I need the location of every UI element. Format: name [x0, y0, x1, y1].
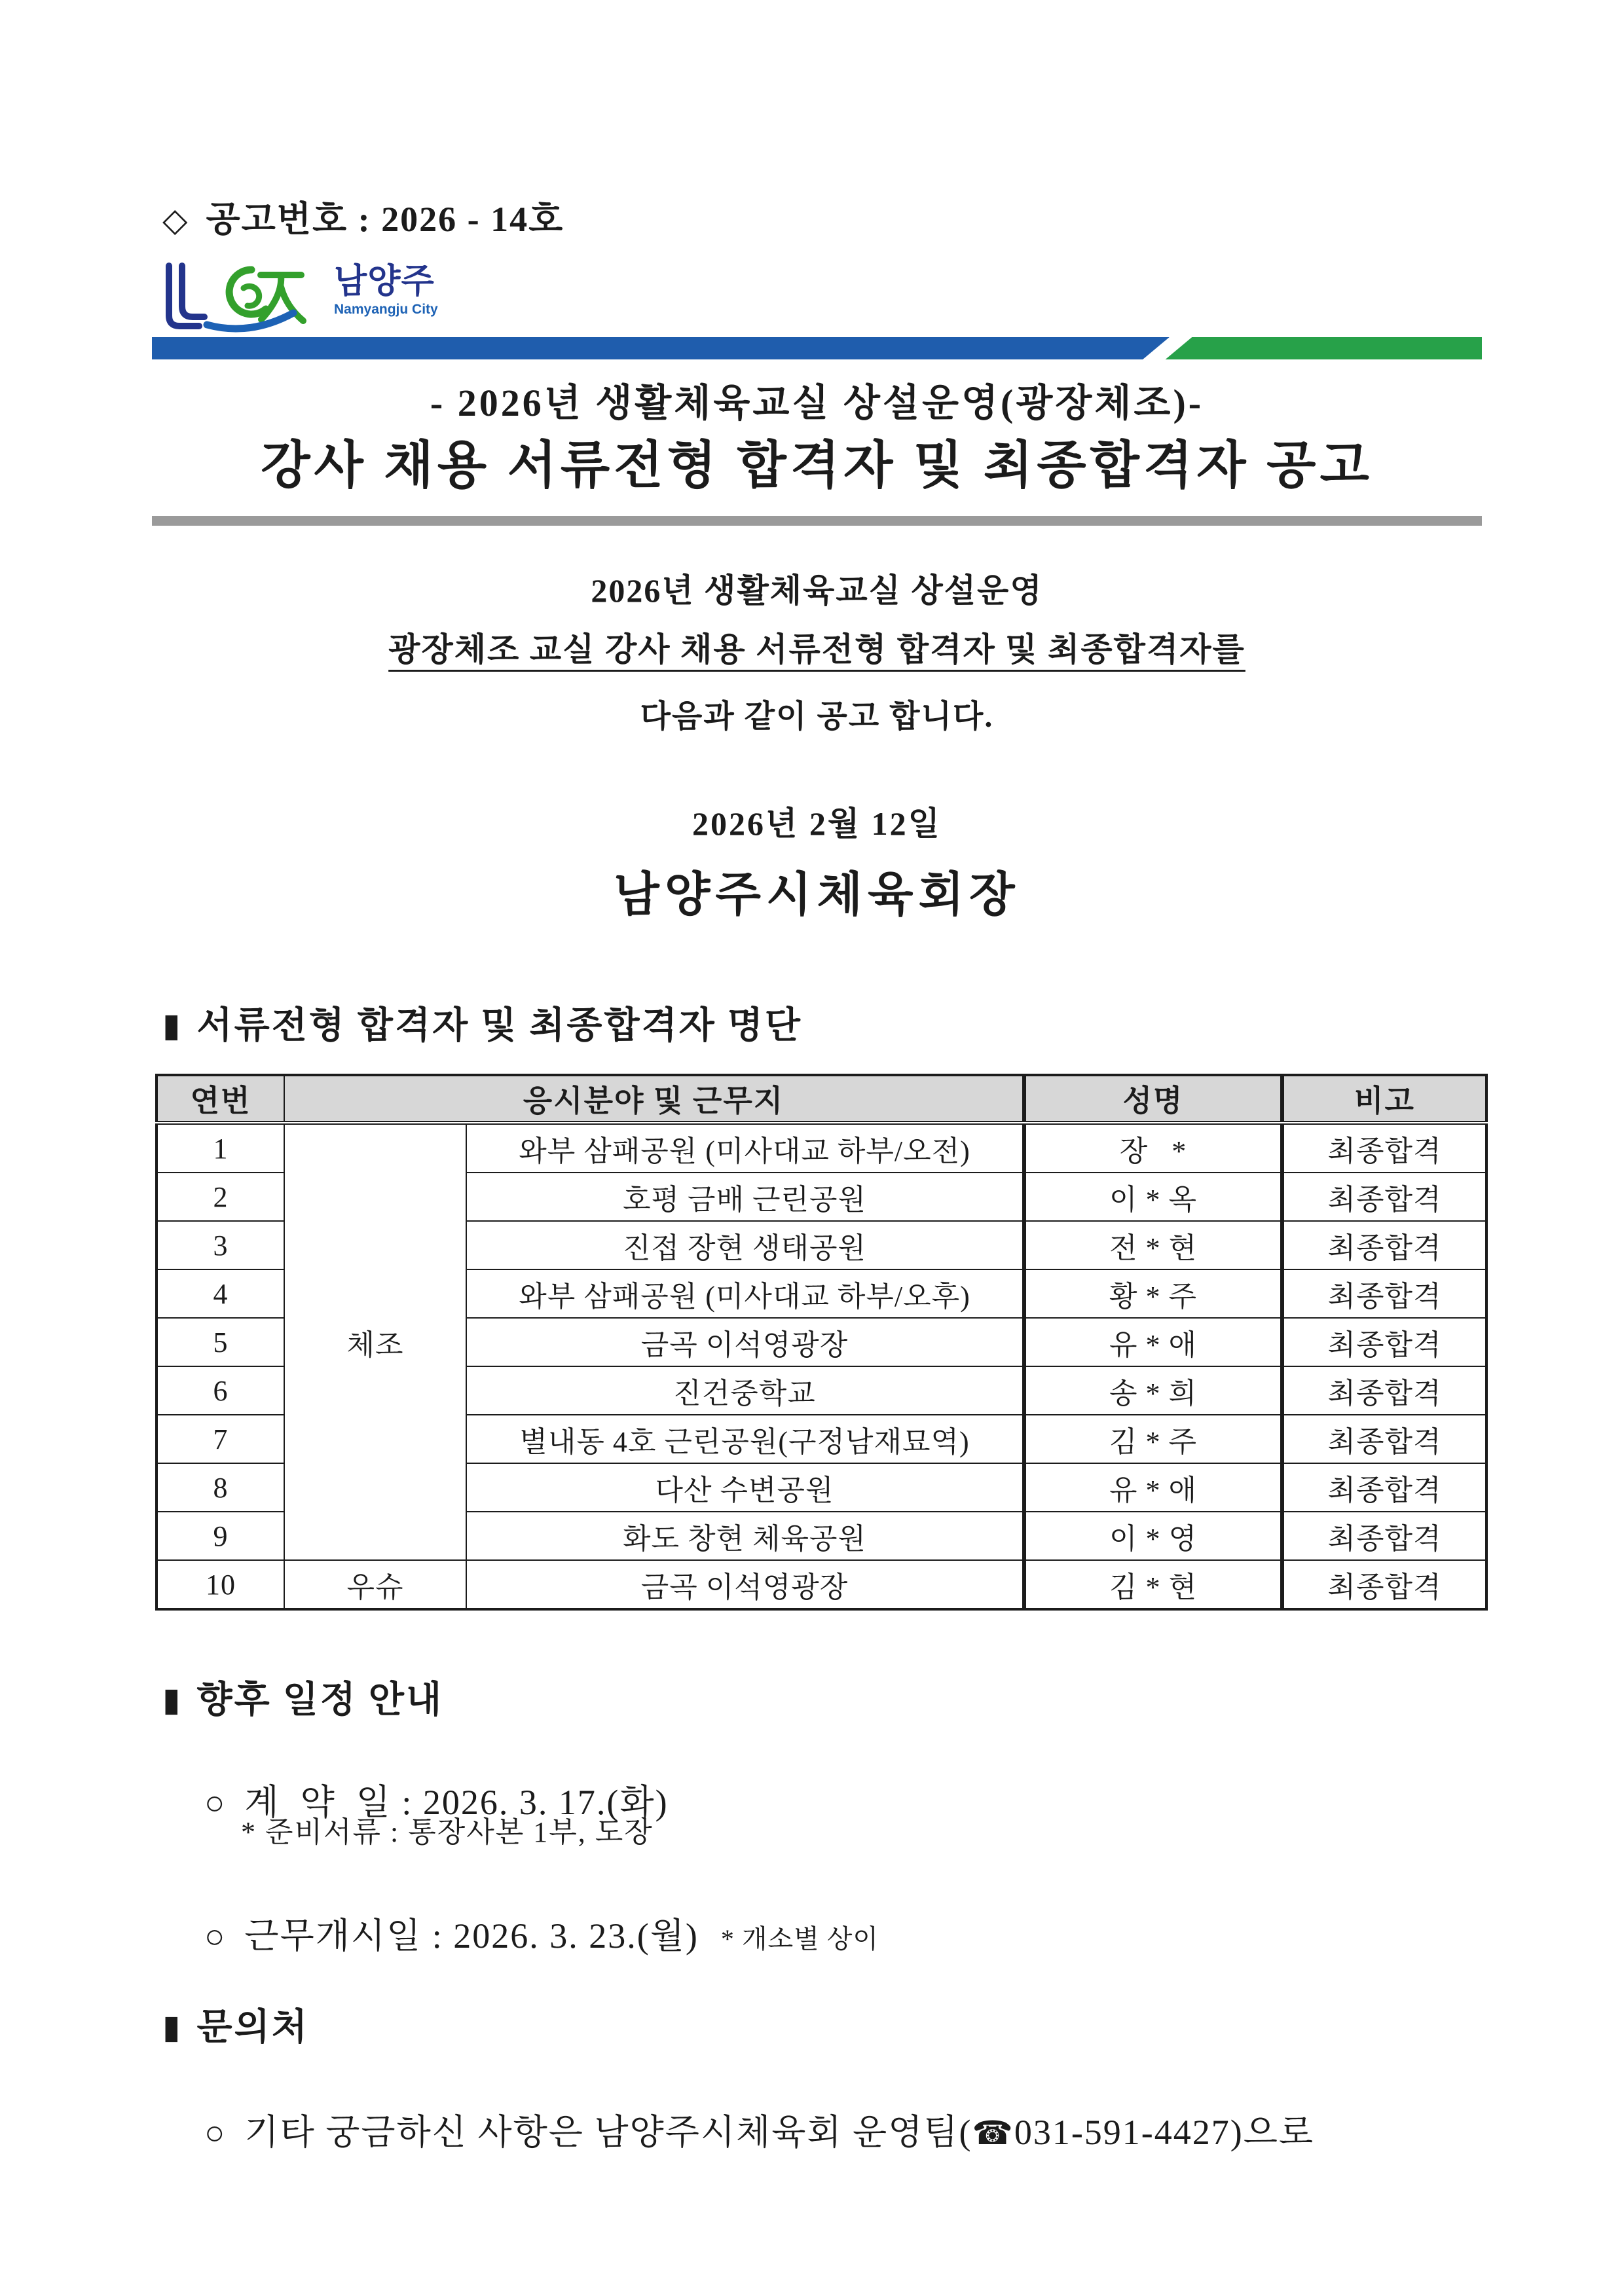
row-number-cell: 9 [157, 1512, 284, 1560]
announcement-date: 2026년 2월 12일 [692, 805, 942, 842]
banner-title: 강사 채용 서류전형 합격자 및 최종합격자 공고 [261, 437, 1373, 494]
contact-phone-number: 031-591-4427 [1014, 2113, 1230, 2152]
location-cell: 와부 삼패공원 (미사대교 하부/오전) [466, 1123, 1024, 1173]
required-documents-line: * 준비서류 : 통장사본 1부, 도장 [241, 1816, 654, 1848]
name-cell: 송 * 희 [1024, 1366, 1282, 1415]
square-bullet-icon: ▮ [162, 1681, 183, 1719]
note-cell: 최종합격 [1282, 1366, 1486, 1415]
note-cell: 최종합격 [1282, 1269, 1486, 1318]
table-header-row [157, 1075, 1486, 1123]
intro-line-1: 2026년 생활체육교실 상설운영 [591, 572, 1043, 609]
work-start-line [164, 1867, 879, 1999]
location-cell: 다산 수변공원 [466, 1463, 1024, 1512]
roster-table-wrap [155, 1074, 1488, 1611]
roster-table-body [157, 1123, 1486, 1609]
header-no: 연번 [157, 1075, 284, 1123]
banner-divider [152, 516, 1482, 526]
header-note: 비고 [1282, 1075, 1486, 1123]
note-cell: 최종합격 [1282, 1415, 1486, 1463]
name-cell: 장 * [1024, 1123, 1282, 1173]
namyangju-logo-mark-icon [158, 261, 322, 339]
intro-line-3: 다음과 같이 공고 합니다. [640, 699, 994, 734]
name-cell: 전 * 현 [1024, 1221, 1282, 1269]
note-cell: 최종합격 [1282, 1173, 1486, 1221]
name-cell: 이 * 옥 [1024, 1173, 1282, 1221]
location-cell: 와부 삼패공원 (미사대교 하부/오후) [466, 1269, 1024, 1318]
roster-table [155, 1074, 1488, 1611]
schedule-section-heading [162, 1671, 443, 1723]
contact-info-line [164, 2064, 1314, 2195]
notice-number-text: 공고번호 : 2026 - 14호 [206, 200, 564, 239]
note-cell: 최종합격 [1282, 1560, 1486, 1609]
intro-line-2 [152, 623, 1482, 670]
location-cell: 진건중학교 [466, 1366, 1024, 1415]
announcement-signer: 남양주시체육회장 [614, 869, 1020, 921]
row-number-cell: 2 [157, 1173, 284, 1221]
row-number-cell: 6 [157, 1366, 284, 1415]
phone-icon: ☎ [972, 2114, 1014, 2152]
row-number-cell: 7 [157, 1415, 284, 1463]
name-cell: 유 * 애 [1024, 1463, 1282, 1512]
row-number-cell: 10 [157, 1560, 284, 1609]
table-row [157, 1123, 1486, 1173]
category-cell: 우슈 [284, 1560, 466, 1609]
logo-city-name: 남양주 [334, 263, 435, 301]
logo-city-name-en: Namyangju City [334, 302, 438, 317]
name-cell: 유 * 애 [1024, 1318, 1282, 1366]
diamond-bullet-icon: ◇ [162, 202, 189, 238]
intro-line-2-underlined: 광장체조 교실 강사 채용 서류전형 합격자 및 최종합격자를 [388, 631, 1246, 668]
category-cell: 체조 [284, 1123, 466, 1560]
contact-text-prefix: 기타 궁금하신 사항은 남양주시체육회 운영팀( [244, 2113, 972, 2152]
contract-date-text: 계 약 일 : 2026. 3. 17.(화) [244, 1783, 669, 1822]
work-start-text: 근무개시일 : 2026. 3. 23.(월) [244, 1916, 699, 1956]
name-cell: 황 * 주 [1024, 1269, 1282, 1318]
name-cell: 김 * 현 [1024, 1560, 1282, 1609]
header-name: 성명 [1024, 1075, 1282, 1123]
header-color-bar [152, 337, 1482, 359]
circle-bullet-icon: ○ [204, 2115, 227, 2152]
note-cell: 최종합격 [1282, 1123, 1486, 1173]
row-number-cell: 1 [157, 1123, 284, 1173]
work-start-note: * 개소별 상이 [720, 1924, 879, 1954]
roster-section-heading [162, 996, 802, 1049]
city-logo [158, 261, 438, 339]
banner-subtitle: - 2026년 생활체육교실 상설운영(광장체조)- [430, 382, 1204, 424]
table-row [157, 1560, 1486, 1609]
row-number-cell: 5 [157, 1318, 284, 1366]
square-bullet-icon: ▮ [162, 1006, 183, 1044]
note-cell: 최종합격 [1282, 1221, 1486, 1269]
note-cell: 최종합격 [1282, 1318, 1486, 1366]
location-cell: 호평 금배 근린공원 [466, 1173, 1024, 1221]
location-cell: 금곡 이석영광장 [466, 1318, 1024, 1366]
circle-bullet-icon: ○ [204, 1918, 227, 1956]
header-field: 응시분야 및 근무지 [284, 1075, 1024, 1123]
name-cell: 김 * 주 [1024, 1415, 1282, 1463]
note-cell: 최종합격 [1282, 1463, 1486, 1512]
contact-section-heading [162, 1998, 309, 2050]
notice-number-line [162, 191, 564, 242]
location-cell: 별내동 4호 근린공원(구정남재묘역) [466, 1415, 1024, 1463]
square-bullet-icon: ▮ [162, 2008, 183, 2046]
row-number-cell: 4 [157, 1269, 284, 1318]
circle-bullet-icon: ○ [204, 1785, 227, 1822]
row-number-cell: 3 [157, 1221, 284, 1269]
name-cell: 이 * 영 [1024, 1512, 1282, 1560]
contact-heading-text: 문의처 [196, 2007, 309, 2048]
contact-text-suffix: )으로 [1230, 2113, 1315, 2152]
location-cell: 화도 창현 체육공원 [466, 1512, 1024, 1560]
row-number-cell: 8 [157, 1463, 284, 1512]
schedule-heading-text: 향후 일정 안내 [196, 1680, 444, 1721]
location-cell: 진접 장현 생태공원 [466, 1221, 1024, 1269]
roster-heading-text: 서류전형 합격자 및 최종합격자 명단 [196, 1006, 802, 1046]
note-cell: 최종합격 [1282, 1512, 1486, 1560]
location-cell: 금곡 이석영광장 [466, 1560, 1024, 1609]
